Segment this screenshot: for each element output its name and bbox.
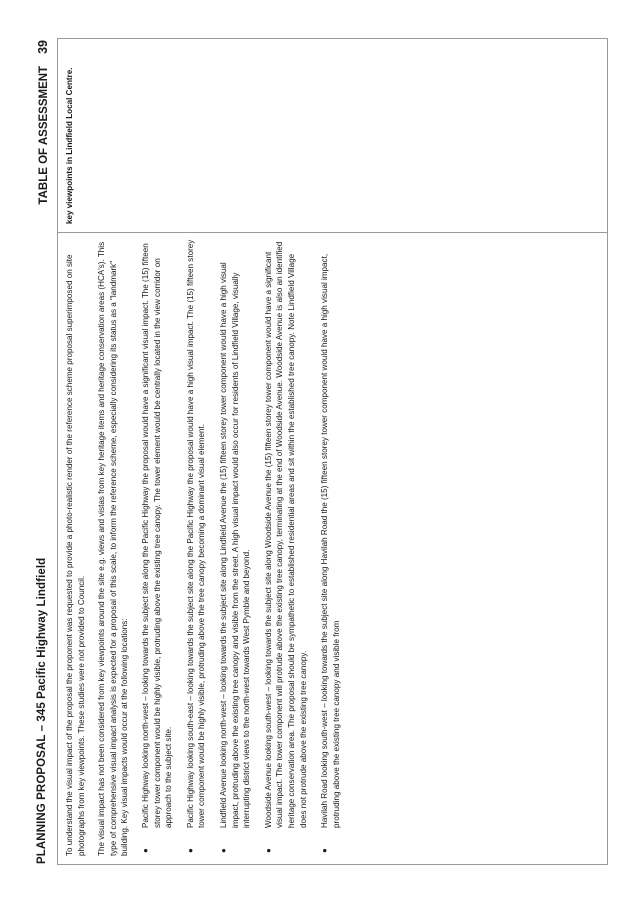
bullet-icon: ● (263, 848, 273, 853)
list-item (185, 238, 208, 856)
list-item (218, 238, 253, 856)
key-viewpoints-list (140, 238, 342, 856)
side-cell-text: key viewpoints in Lindfield Local Centre. (65, 67, 74, 224)
assessment-table (57, 38, 608, 865)
assessment-text-cell (58, 233, 608, 865)
bullet-icon: ● (140, 848, 150, 853)
list-item-text: Pacific Highway looking south-east – looking towards the subject site along the Pacific Highway the proposal would have a high visual impact. The (15) fifteen storey tower component would be highly visible, protruding above the tree canopy becoming a dominant visual element. (185, 239, 207, 828)
list-item (263, 238, 309, 856)
section-title: TABLE OF ASSESSMENT (38, 65, 50, 205)
bullet-icon: ● (185, 848, 195, 853)
document-header-title: PLANNING PROPOSAL – 345 Pacific Highway Lindfield (36, 557, 48, 864)
viewpoints-side-cell (58, 39, 608, 233)
list-item (140, 238, 175, 856)
list-item-text: Pacific Highway looking north-west – looking towards the subject site along the Pacific Highway the proposal would have a significant visual impact. The (15) fifteen storey tower component would be highly visible, protruding above the existing tree canopy. The tower element would be centrally located in the view corridor on approach to the subject site. (140, 243, 174, 828)
list-item-text: Lindfield Avenue looking north-west – looking towards the subject site along Lindfield Avenue the (15) fifteen storey tower component would have a high visual impact, protruding above the existing tree canopy and visible from the street. A high visual impact would also occur for residents of Lindfield Village, visually interrupting district views to the north-west towards West Pymble and beyond. (218, 262, 252, 828)
bullet-icon: ● (218, 848, 228, 853)
list-item-text: Woodside Avenue looking south-west – looking towards the subject site along Woodside Avenue the (15) fifteen storey tower component would have a significant visual impact. The tower component will protrude above the existing tree canopy, terminating at the end of Woodside Avenue. Woodside Avenue is also an identified heritage conservation area. The proposal should be sympathetic to established residential areas and sit within the established tree canopy. Note Lindfield Village does not protrude above the existing tree canopy. (263, 241, 308, 828)
visual-impact-paragraph: The visual impact has not been considered from key viewpoints around the site e.g. views and vistas from key heritage items and heritage conservation areas (HCA's). This type of comprehensive visual impact analysis is expected for a proposal of this scale, to inform the reference scheme, especially considering its status as a "landmark" building. Key visual impacts would occur at the following locations: (97, 241, 130, 856)
intro-paragraph: To understand the visual impact of the proposal the proponent was requested to provide a photo-realistic render of the reference scheme proposal superimposed on site photographs from key viewpoints. These studies were not provided to Council. (65, 254, 86, 856)
bullet-icon: ● (320, 848, 330, 853)
section-header (36, 40, 50, 205)
table-row (58, 39, 608, 865)
list-item (319, 238, 342, 856)
list-item-text: Havilah Road looking south-west – looking towards the subject site along Havilah Road the (15) fifteen storey tower component would have a high visual impact, protruding above the existing tree canopy and visible from (320, 253, 341, 828)
page-number: 39 (36, 40, 50, 54)
